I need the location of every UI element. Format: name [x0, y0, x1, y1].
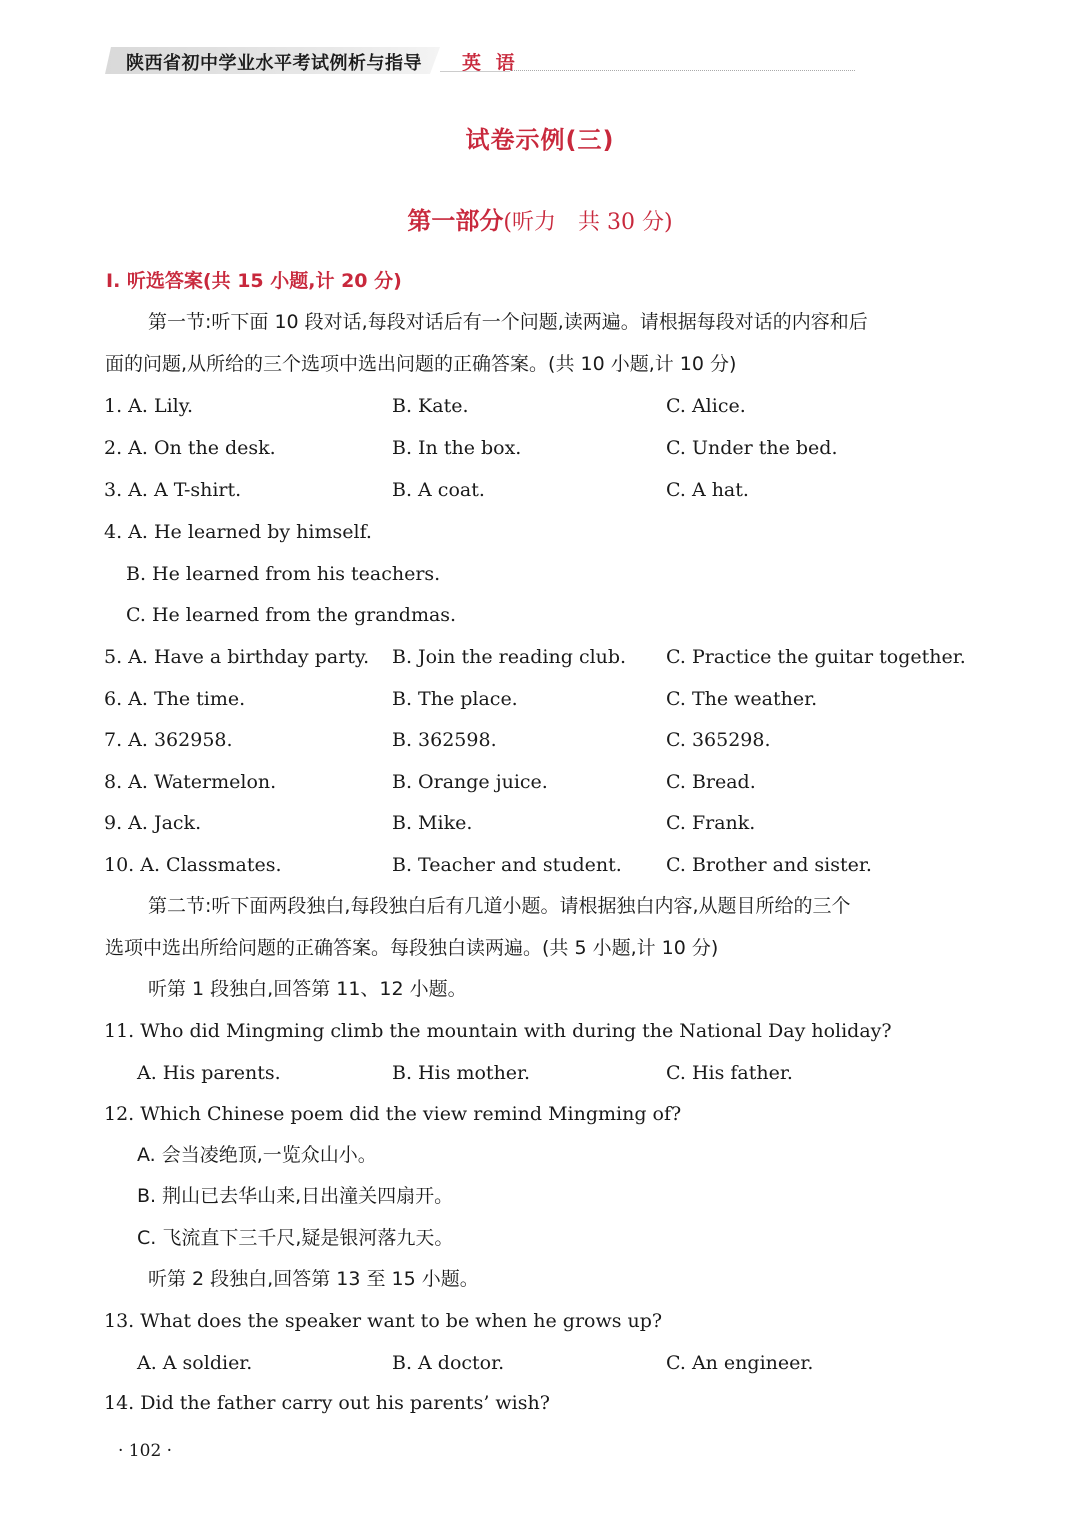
header-divider: [440, 71, 510, 72]
page-number: · 102 ·: [118, 1441, 173, 1461]
q8-option-c: C. Bread.: [666, 771, 756, 793]
section-heading: Ⅰ. 听选答案(共 15 小题,计 20 分): [106, 270, 402, 292]
q13-stem: 13. What does the speaker want to be when he grows up?: [104, 1310, 663, 1332]
q13-option-b: B. A doctor.: [392, 1352, 505, 1374]
q12-stem: 12. Which Chinese poem did the view remind Mingming of?: [104, 1103, 682, 1125]
q11-stem: 11. Who did Mingming climb the mountain with during the National Day holiday?: [104, 1020, 892, 1042]
q11-option-b: B. His mother.: [392, 1062, 531, 1084]
q1-option-c: C. Alice.: [666, 395, 746, 417]
q12-option-c: C. 飞流直下三千尺,疑是银河落九天。: [137, 1227, 454, 1249]
q5-option-b: B. Join the reading club.: [392, 646, 627, 668]
section2-instruction-line2: 选项中选出所给问题的正确答案。每段独白读两遍。(共 5 小题,计 10 分): [105, 937, 719, 959]
q13-option-c: C. An engineer.: [666, 1352, 814, 1374]
section1-instruction-line2: 面的问题,从所给的三个选项中选出问题的正确答案。(共 10 小题,计 10 分): [105, 353, 737, 375]
monologue2-label: 听第 2 段独白,回答第 13 至 15 小题。: [148, 1268, 479, 1290]
q11-option-c: C. His father.: [666, 1062, 793, 1084]
q8-option-b: B. Orange juice.: [392, 771, 548, 793]
section1-instruction-line1: 第一节:听下面 10 段对话,每段对话后有一个问题,读两遍。请根据每段对话的内容和后: [148, 311, 868, 333]
q7-option-b: B. 362598.: [392, 729, 497, 751]
q5-option-a: 5. A. Have a birthday party.: [104, 646, 370, 668]
part-title-main: 第一部分: [407, 207, 504, 235]
q9-option-c: C. Frank.: [666, 812, 756, 834]
q10-option-c: C. Brother and sister.: [666, 854, 872, 876]
q13-option-a: A. A soldier.: [137, 1352, 253, 1374]
q5-option-c: C. Practice the guitar together.: [666, 646, 966, 668]
q11-option-a: A. His parents.: [137, 1062, 281, 1084]
q2-option-a: 2. A. On the desk.: [104, 437, 276, 459]
subject-label: 英 语: [462, 52, 519, 74]
q1-option-a: 1. A. Lily.: [104, 395, 193, 417]
q3-option-a: 3. A. A T-shirt.: [104, 479, 242, 501]
monologue1-label: 听第 1 段独白,回答第 11、12 小题。: [148, 978, 467, 1000]
q6-option-b: B. The place.: [392, 688, 518, 710]
q2-option-b: B. In the box.: [392, 437, 522, 459]
q3-option-b: B. A coat.: [392, 479, 485, 501]
q10-option-a: 10. A. Classmates.: [104, 854, 282, 876]
part-title: [0, 201, 1080, 236]
paper-title: 试卷示例(三): [465, 126, 615, 154]
q12-option-b: B. 荆山已去华山来,日出潼关四扇开。: [137, 1185, 454, 1207]
q6-option-a: 6. A. The time.: [104, 688, 246, 710]
q7-option-c: C. 365298.: [666, 729, 771, 751]
q1-option-b: B. Kate.: [392, 395, 469, 417]
q8-option-a: 8. A. Watermelon.: [104, 771, 277, 793]
q10-option-b: B. Teacher and student.: [392, 854, 622, 876]
q4-option-c: C. He learned from the grandmas.: [126, 604, 457, 626]
q14-stem: 14. Did the father carry out his parents’ wish?: [104, 1392, 550, 1414]
header-dotted-rule: [510, 70, 855, 71]
q9-option-a: 9. A. Jack.: [104, 812, 202, 834]
q9-option-b: B. Mike.: [392, 812, 473, 834]
part-title-sub: (听力 共 30 分): [503, 210, 673, 235]
section2-instruction-line1: 第二节:听下面两段独白,每段独白后有几道小题。请根据独白内容,从题目所给的三个: [148, 895, 851, 917]
q6-option-c: C. The weather.: [666, 688, 818, 710]
q4-option-a: 4. A. He learned by himself.: [104, 521, 372, 543]
q4-option-b: B. He learned from his teachers.: [126, 563, 441, 585]
q12-option-a: A. 会当凌绝顶,一览众山小。: [137, 1144, 377, 1166]
book-title: 陕西省初中学业水平考试例析与指导: [126, 53, 422, 74]
q3-option-c: C. A hat.: [666, 479, 749, 501]
q7-option-a: 7. A. 362958.: [104, 729, 233, 751]
q2-option-c: C. Under the bed.: [666, 437, 838, 459]
